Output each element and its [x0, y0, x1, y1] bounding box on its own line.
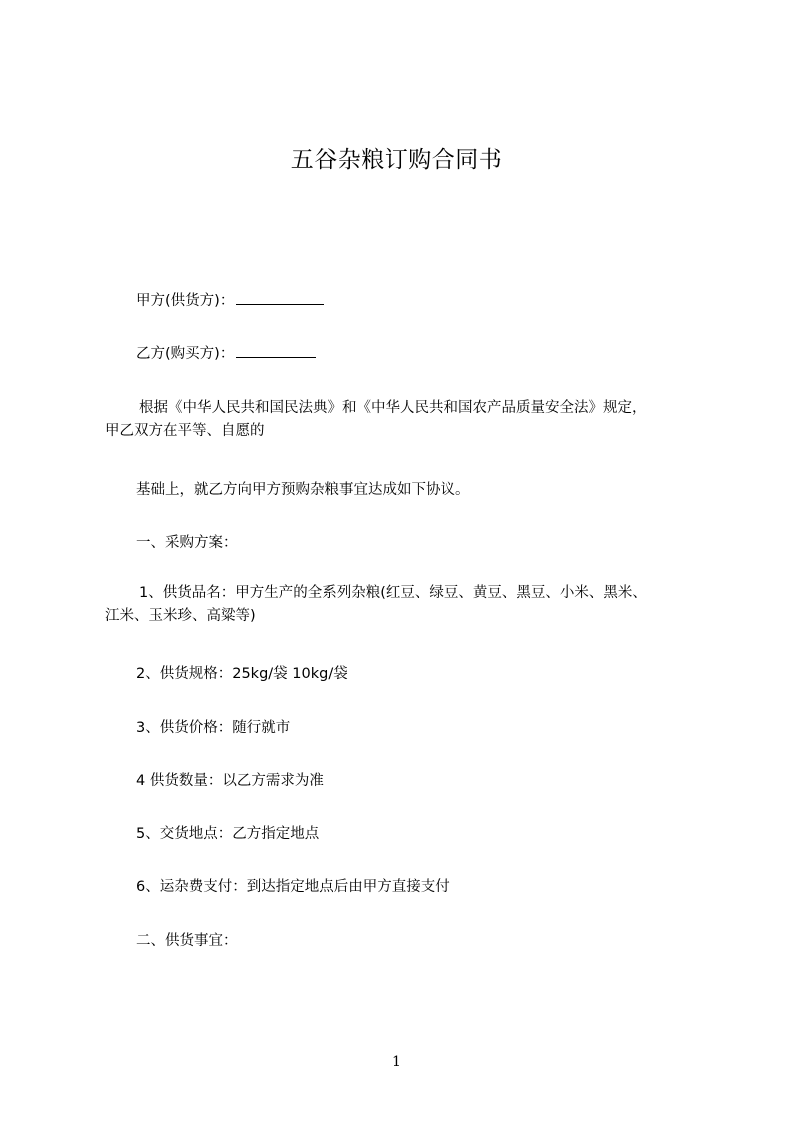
- party-b-blank: [236, 343, 316, 358]
- item-5: 5、交货地点：乙方指定地点: [136, 826, 320, 842]
- intro-line-1: 根据《中华人民共和国民法典》和《中华人民共和国农产品质量安全法》规定，: [139, 400, 647, 416]
- page-number: 1: [392, 1054, 401, 1070]
- item-1-paragraph: [105, 582, 705, 628]
- party-a-label: 甲方(供货方)：: [136, 293, 235, 309]
- intro-line-2: 甲乙双方在平等、自愿的: [105, 423, 265, 439]
- section-1-heading: 一、采购方案：: [136, 535, 238, 551]
- party-b-label: 乙方(购买方)：: [136, 346, 235, 362]
- item-2: 2、供货规格：25kg/袋 10kg/袋: [136, 666, 348, 682]
- document-title: 五谷杂粮订购合同书: [290, 147, 503, 173]
- item-1-line-1: 1、供货品名：甲方生产的全系列杂粮(红豆、绿豆、黄豆、黑豆、小米、黑米、: [139, 585, 647, 601]
- intro-line-3: 基础上，就乙方向甲方预购杂粮事宜达成如下协议。: [136, 482, 470, 498]
- party-a-blank: [236, 290, 324, 305]
- intro-paragraph: [105, 397, 705, 443]
- section-2-heading: 二、供货事宜：: [136, 933, 238, 949]
- item-1-line-2: 江米、玉米珍、高粱等): [105, 608, 256, 624]
- item-6: 6、运杂费支付：到达指定地点后由甲方直接支付: [136, 879, 450, 895]
- party-b-line: [136, 343, 316, 365]
- party-a-line: [136, 290, 324, 312]
- item-3: 3、供货价格：随行就市: [136, 720, 291, 736]
- item-4: 4 供货数量：以乙方需求为准: [136, 773, 324, 789]
